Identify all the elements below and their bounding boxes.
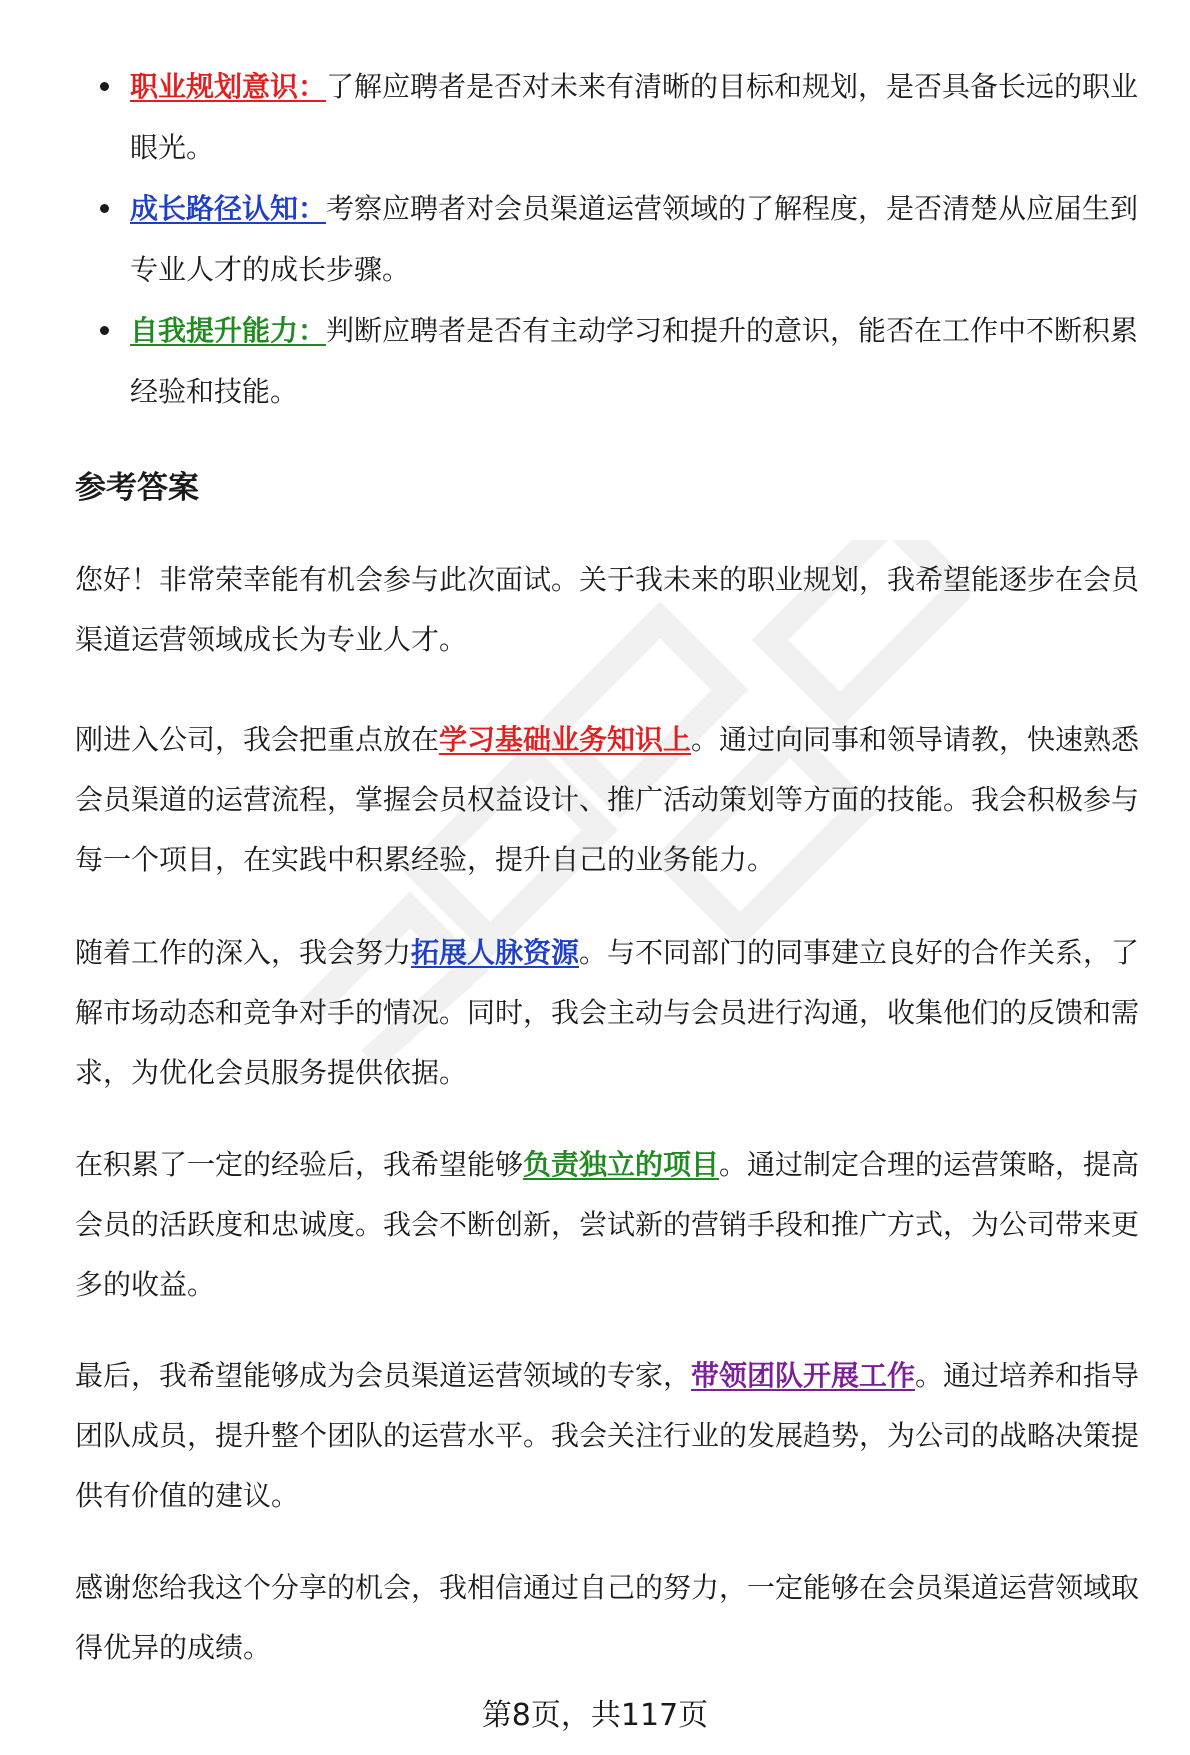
answer-paragraph-6 bbox=[75, 1558, 1165, 1678]
highlight-text: 拓展人脉资源 bbox=[411, 936, 580, 969]
paragraph-text: 感谢您给我这个分享的机会，我相信通过自己的努力，一定能够在会员渠道运营领域取得优异的成绩。 bbox=[75, 1571, 1140, 1664]
answer-paragraph-1 bbox=[75, 550, 1165, 670]
paragraph-text: 。通过向同事和领导请教，快速熟悉会员渠道的运营流程，掌握会员权益设计、推广活动策划等方面的技能。我会积极参与每一个项目，在实践中积累经验，提升自己的业务能力。 bbox=[75, 723, 1140, 876]
list-item bbox=[100, 300, 1160, 422]
paragraph-text: 。通过培养和指导团队成员，提升整个团队的运营水平。我会关注行业的发展趋势，为公司的战略决策提供有价值的建议。 bbox=[75, 1359, 1140, 1512]
paragraph-text: 随着工作的深入，我会努力 bbox=[75, 936, 412, 969]
paragraph-text: 您好！非常荣幸能有机会参与此次面试。关于我未来的职业规划，我希望能逐步在会员渠道运营领域成长为专业人才。 bbox=[75, 563, 1140, 656]
answer-paragraph-2 bbox=[75, 710, 1165, 890]
paragraph-text: 刚进入公司，我会把重点放在 bbox=[75, 723, 440, 756]
bullet-icon bbox=[100, 82, 109, 91]
list-item bbox=[100, 56, 1160, 178]
bullet-icon bbox=[100, 326, 109, 335]
answer-paragraph-5 bbox=[75, 1346, 1165, 1526]
paragraph-text: 。通过制定合理的运营策略，提高会员的活跃度和忠诚度。我会不断创新，尝试新的营销手段和推广方式，为公司带来更多的收益。 bbox=[75, 1148, 1140, 1301]
highlight-text: 带领团队开展工作 bbox=[691, 1359, 916, 1392]
paragraph-text: 在积累了一定的经验后，我希望能够 bbox=[75, 1148, 524, 1181]
criteria-label: 自我提升能力： bbox=[130, 314, 327, 347]
bullet-icon bbox=[100, 204, 109, 213]
list-item bbox=[100, 178, 1160, 300]
section-title: 参考答案 bbox=[75, 470, 199, 506]
paragraph-text: 。与不同部门的同事建立良好的合作关系，了解市场动态和竞争对手的情况。同时，我会主动与会员进行沟通，收集他们的反馈和需求，为优化会员服务提供依据。 bbox=[75, 936, 1140, 1089]
criteria-text: 了解应聘者是否对未来有清晰的目标和规划，是否具备长远的职业眼光。 bbox=[130, 70, 1139, 164]
criteria-label: 成长路径认知： bbox=[130, 192, 327, 225]
criteria-text: 判断应聘者是否有主动学习和提升的意识，能否在工作中不断积累经验和技能。 bbox=[130, 314, 1139, 408]
answer-paragraph-3 bbox=[75, 923, 1165, 1103]
paragraph-text: 最后，我希望能够成为会员渠道运营领域的专家， bbox=[75, 1359, 692, 1392]
highlight-text: 负责独立的项目 bbox=[523, 1148, 720, 1181]
evaluation-criteria-list bbox=[100, 56, 1160, 422]
criteria-label: 职业规划意识： bbox=[130, 70, 327, 103]
highlight-text: 学习基础业务知识上 bbox=[439, 723, 692, 756]
answer-paragraph-4 bbox=[75, 1135, 1165, 1315]
criteria-text: 考察应聘者对会员渠道运营领域的了解程度，是否清楚从应届生到专业人才的成长步骤。 bbox=[130, 192, 1139, 286]
page-number: 第8页，共117页 bbox=[481, 1698, 709, 1733]
